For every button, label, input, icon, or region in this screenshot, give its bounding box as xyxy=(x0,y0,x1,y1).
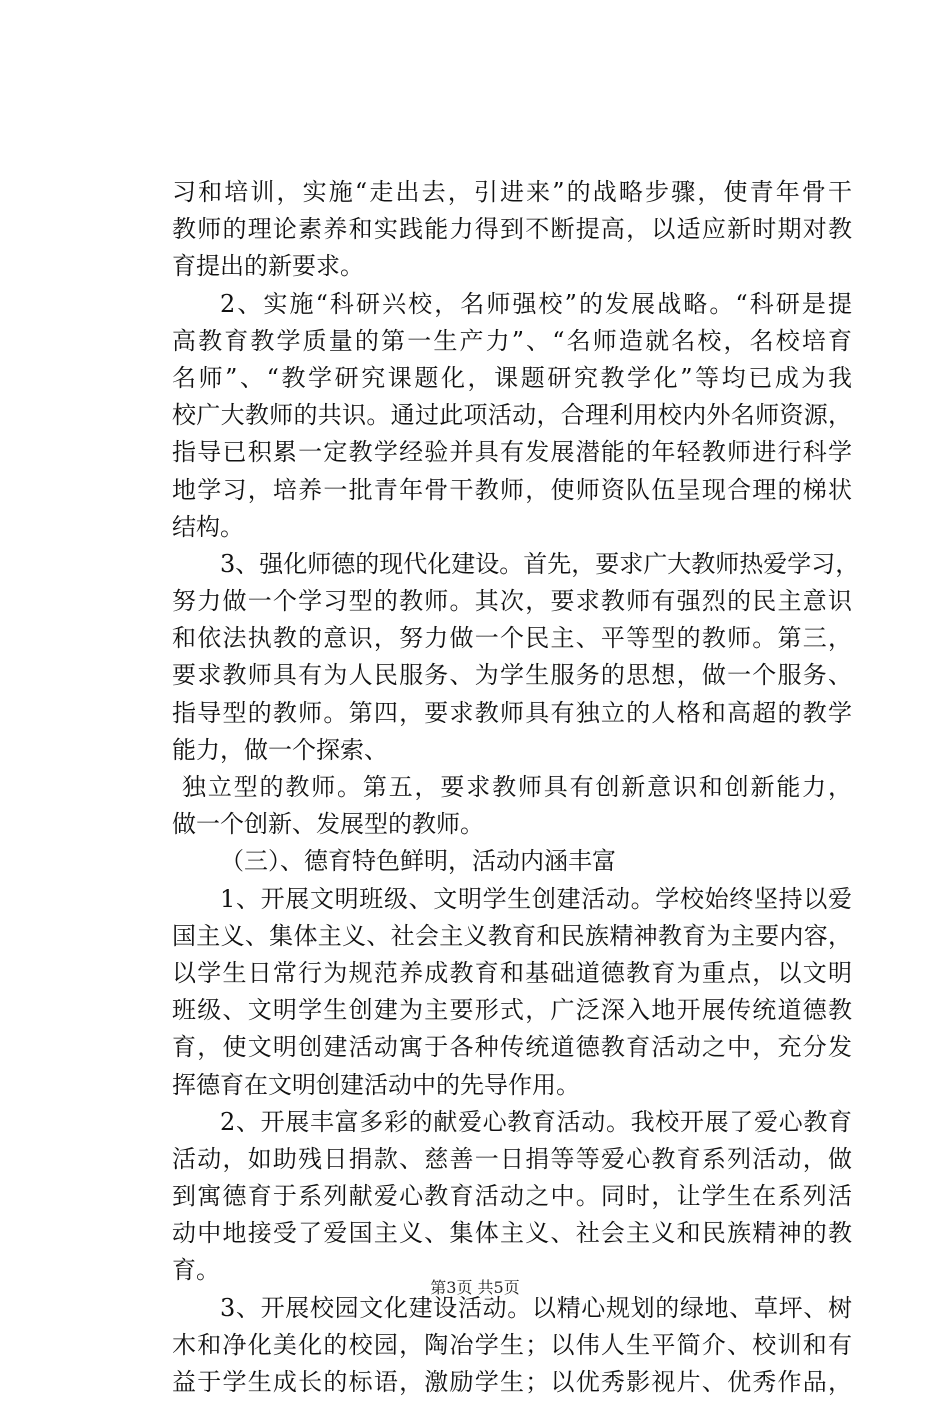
text-line: 和依法执教的意识，努力做一个民主、平等型的教师。第三， xyxy=(172,624,852,653)
text-line: 名师”、“教学研究课题化，课题研究教学化”等均已成为我 xyxy=(172,363,852,392)
text-line: 高教育教学质量的第一生产力”、“名师造就名校，名校培育 xyxy=(172,326,852,355)
text-line: 做一个创新、发展型的教师。 xyxy=(172,810,484,839)
text-line: 国主义、集体主义、社会主义教育和民族精神教育为主要内容， xyxy=(172,921,852,950)
text-line: 教师的理论素养和实践能力得到不断提高，以适应新时期对教 xyxy=(172,215,852,244)
text-line: 能力，做一个探索、 xyxy=(172,735,388,764)
text-line: 动中地接受了爱国主义、集体主义、社会主义和民族精神的教 xyxy=(172,1219,852,1248)
text-line: 要求教师具有为人民服务、为学生服务的思想，做一个服务、 xyxy=(172,661,852,690)
text-line: 活动，如助残日捐款、慈善一日捐等等爱心教育系列活动，做 xyxy=(172,1144,852,1173)
text-line: 育，使文明创建活动寓于各种传统道德教育活动之中，充分发 xyxy=(172,1033,852,1062)
text-line: 指导已积累一定教学经验并具有发展潜能的年轻教师进行科学 xyxy=(172,438,852,467)
text-line: 校广大教师的共识。通过此项活动，合理利用校内外名师资源， xyxy=(172,401,852,430)
text-line: 以学生日常行为规范养成教育和基础道德教育为重点，以文明 xyxy=(172,958,852,987)
text-line: 育。 xyxy=(172,1256,220,1285)
text-line: 2、实施“科研兴校，名师强校”的发展战略。“科研是提 xyxy=(220,289,852,318)
text-line: 独立型的教师。第五，要求教师具有创新意识和创新能力， xyxy=(182,773,852,801)
page-footer: 第3页 共5页 xyxy=(430,1278,520,1297)
text-line: 到寓德育于系列献爱心教育活动之中。同时，让学生在系列活 xyxy=(172,1182,852,1211)
text-line: 地学习，培养一批青年骨干教师，使师资队伍呈现合理的梯状 xyxy=(172,475,852,504)
text-line: 益于学生成长的标语，激励学生；以优秀影视片、优秀作品， xyxy=(172,1368,852,1396)
text-line: 挥德育在文明创建活动中的先导作用。 xyxy=(172,1070,580,1099)
text-line: 班级、文明学生创建为主要形式，广泛深入地开展传统道德教 xyxy=(172,996,852,1025)
text-line: 指导型的教师。第四，要求教师具有独立的人格和高超的教学 xyxy=(172,698,852,727)
text-line: （三）、德育特色鲜明，活动内涵丰富 xyxy=(220,847,616,876)
text-line: 2、开展丰富多彩的献爱心教育活动。我校开展了爱心教育 xyxy=(220,1107,852,1136)
text-line: 木和净化美化的校园，陶冶学生；以伟人生平简介、校训和有 xyxy=(172,1330,852,1359)
text-line: 3、强化师德的现代化建设。首先，要求广大教师热爱学习， xyxy=(220,549,860,578)
text-line: 3、开展校园文化建设活动。以精心规划的绿地、草坪、树 xyxy=(220,1293,852,1322)
text-line: 习和培训，实施“走出去，引进来”的战略步骤，使青年骨干 xyxy=(172,178,852,206)
text-line: 努力做一个学习型的教师。其次，要求教师有强烈的民主意识 xyxy=(172,587,852,616)
document-body xyxy=(172,174,860,1401)
text-line: 结构。 xyxy=(172,512,244,541)
text-line: 1、开展文明班级、文明学生创建活动。学校始终坚持以爱 xyxy=(220,884,852,913)
text-line: 育提出的新要求。 xyxy=(172,252,364,281)
